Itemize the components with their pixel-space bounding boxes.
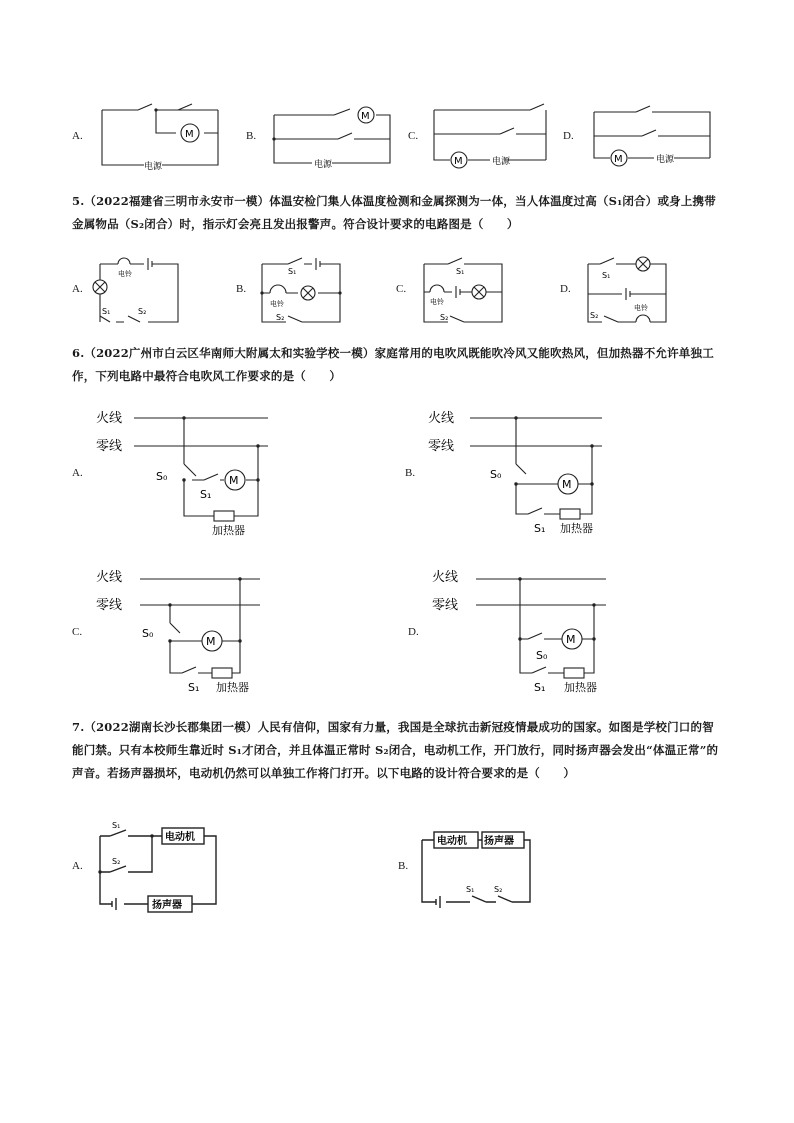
svg-text:S₁: S₁ xyxy=(534,681,546,694)
svg-text:S₂: S₂ xyxy=(112,857,121,866)
svg-text:S₂: S₂ xyxy=(590,311,599,320)
svg-text:电源: 电源 xyxy=(144,162,163,172)
q5-option-b-label[interactable]: B. xyxy=(236,283,247,295)
q5-circuit-d xyxy=(584,254,674,326)
svg-text:S₂: S₂ xyxy=(276,313,285,322)
svg-text:S₁: S₁ xyxy=(112,821,121,830)
q6-circuit-b xyxy=(426,406,616,536)
q6-circuit-d xyxy=(430,565,620,695)
svg-text:加热器: 加热器 xyxy=(216,681,249,694)
svg-text:M: M xyxy=(566,633,576,646)
svg-text:电铃: 电铃 xyxy=(270,300,284,308)
svg-text:S₁: S₁ xyxy=(102,307,111,316)
q6-circuit-c xyxy=(94,565,284,695)
svg-text:M: M xyxy=(614,154,623,165)
svg-text:加热器: 加热器 xyxy=(564,681,597,694)
q4-option-d-label[interactable]: D. xyxy=(563,130,574,142)
q7-circuit-b xyxy=(420,826,550,916)
svg-text:电源: 电源 xyxy=(314,160,333,170)
svg-text:火线: 火线 xyxy=(96,570,123,585)
q5-option-d-label[interactable]: D. xyxy=(560,283,571,295)
question-6-text: 6.（2022广州市白云区华南师大附属太和实验学校一模）家庭常用的电吹风既能吹冷风又能吹热风，但加热器不允许单独工作，下列电路中最符合电吹风工作要求的是（ ） xyxy=(72,346,714,383)
q4-circuit-d xyxy=(592,100,722,175)
svg-text:加热器: 加热器 xyxy=(212,524,245,537)
svg-text:零线: 零线 xyxy=(96,439,123,454)
svg-text:加热器: 加热器 xyxy=(560,522,593,535)
q4-option-b-label[interactable]: B. xyxy=(246,130,257,142)
svg-text:扬声器: 扬声器 xyxy=(152,900,182,911)
svg-text:S₀: S₀ xyxy=(536,649,548,662)
svg-text:S₂: S₂ xyxy=(494,885,503,894)
svg-text:电动机: 电动机 xyxy=(437,836,467,847)
q7-option-b-label[interactable]: B. xyxy=(398,860,409,872)
svg-text:电源: 电源 xyxy=(492,157,511,167)
svg-text:M: M xyxy=(185,129,194,140)
svg-text:电铃: 电铃 xyxy=(634,304,648,312)
svg-text:M: M xyxy=(229,474,239,487)
svg-text:M: M xyxy=(361,111,370,122)
q6-option-d-label[interactable]: D. xyxy=(408,626,419,638)
svg-text:扬声器: 扬声器 xyxy=(484,836,514,847)
q4-circuit-a xyxy=(100,100,230,175)
svg-text:S₁: S₁ xyxy=(288,267,297,276)
q4-option-a-label[interactable]: A. xyxy=(72,130,83,142)
svg-text:S₀: S₀ xyxy=(490,468,502,481)
q4-option-c-label[interactable]: C. xyxy=(408,130,419,142)
q5-option-a-label[interactable]: A. xyxy=(72,283,83,295)
svg-text:零线: 零线 xyxy=(96,598,123,613)
q6-option-b-label[interactable]: B. xyxy=(405,467,416,479)
q5-circuit-b xyxy=(258,256,348,324)
question-5-text: 5.（2022福建省三明市永安市一模）体温安检门集人体温度检测和金属探测为一体，当人体温度过高（S₁闭合）或身上携带金属物品（S₂闭合）时，指示灯会亮且发出报警声。符合设计要求的电路图是（ ） xyxy=(72,194,716,231)
svg-text:电动机: 电动机 xyxy=(165,832,195,843)
svg-text:S₁: S₁ xyxy=(602,271,611,280)
q5-circuit-a xyxy=(96,254,186,326)
svg-text:S₁: S₁ xyxy=(200,488,212,501)
svg-text:火线: 火线 xyxy=(432,570,459,585)
svg-text:S₁: S₁ xyxy=(466,885,475,894)
q5-circuit-c xyxy=(420,256,510,324)
svg-text:零线: 零线 xyxy=(432,598,459,613)
question-7-text: 7.（2022湖南长沙长郡集团一模）人民有信仰，国家有力量，我国是全球抗击新冠疫情最成功的国家。如图是学校门口的智能门禁。只有本校师生靠近时 S₁才闭合，并且体温正常时 S₂闭合，电动机工作，开门放行，同时扬声器会发出“体温正常”的声音。若扬声器损坏，电动机仍然可以单独工作将门打开。以下电路的设计符合要求的是（ ） xyxy=(72,720,719,780)
svg-text:M: M xyxy=(454,156,463,167)
svg-text:电源: 电源 xyxy=(656,155,675,165)
q5-option-c-label[interactable]: C. xyxy=(396,283,407,295)
q6-option-c-label[interactable]: C. xyxy=(72,626,83,638)
q7-option-a-label[interactable]: A. xyxy=(72,860,83,872)
svg-text:S₂: S₂ xyxy=(440,313,449,322)
svg-text:S₁: S₁ xyxy=(456,267,465,276)
svg-text:零线: 零线 xyxy=(428,439,455,454)
svg-text:M: M xyxy=(562,478,572,491)
q7-circuit-a xyxy=(96,822,226,917)
svg-text:S₁: S₁ xyxy=(534,522,546,535)
q4-circuit-c xyxy=(432,100,562,175)
q4-circuit-b xyxy=(272,103,402,178)
svg-text:S₂: S₂ xyxy=(138,307,147,316)
q6-circuit-a xyxy=(94,406,284,536)
svg-text:火线: 火线 xyxy=(428,411,455,426)
svg-text:S₀: S₀ xyxy=(142,627,154,640)
svg-text:电铃: 电铃 xyxy=(118,270,132,278)
svg-text:S₀: S₀ xyxy=(156,470,168,483)
svg-text:M: M xyxy=(206,635,216,648)
svg-text:火线: 火线 xyxy=(96,411,123,426)
q6-option-a-label[interactable]: A. xyxy=(72,467,83,479)
svg-text:S₁: S₁ xyxy=(188,681,200,694)
svg-text:电铃: 电铃 xyxy=(430,298,444,306)
